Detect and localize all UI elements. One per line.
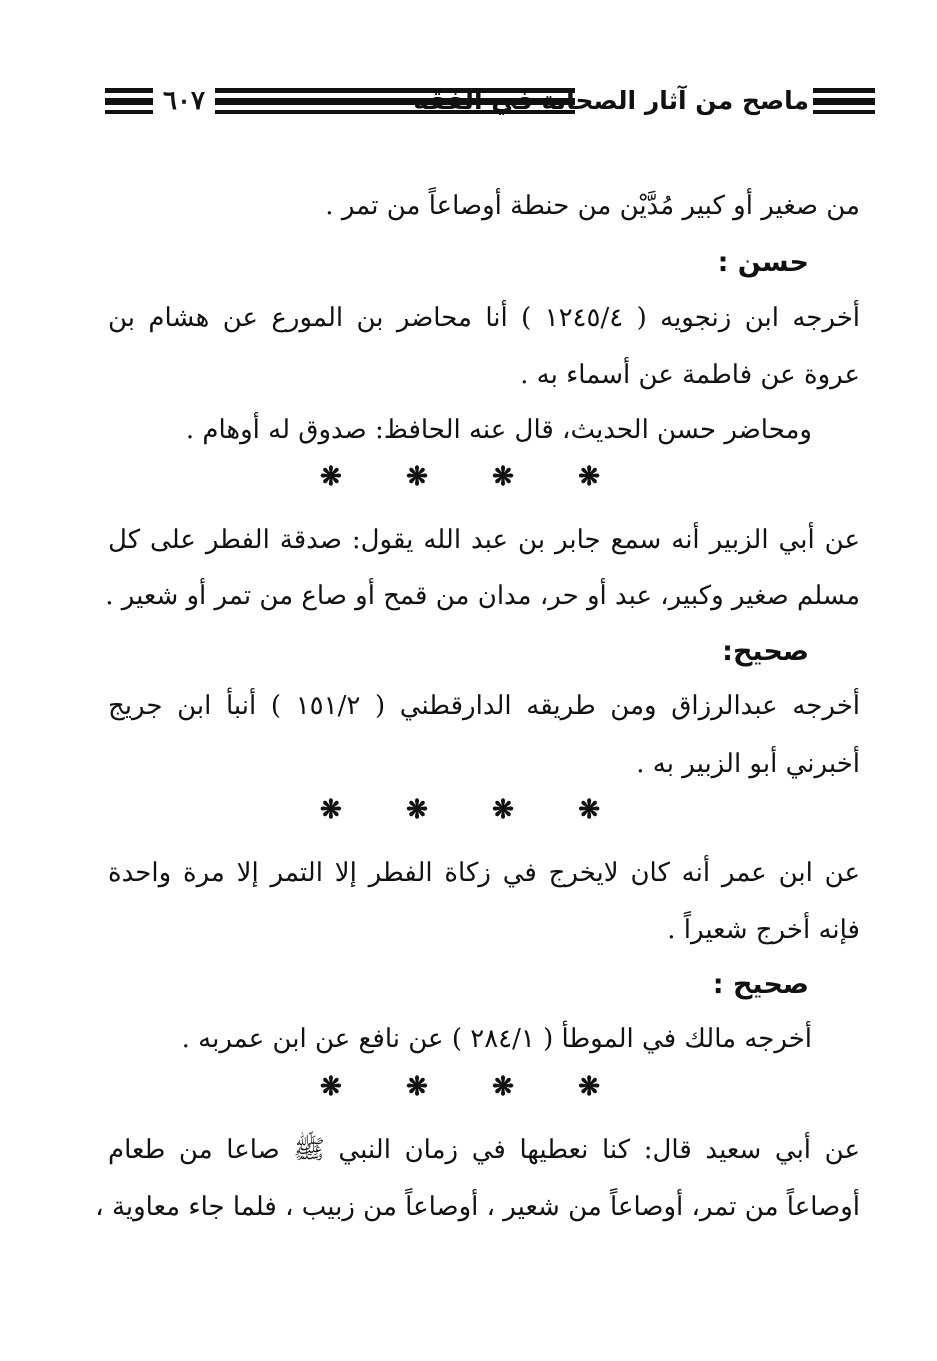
star-ornament-icon: ❋ — [320, 795, 342, 825]
text-line: عن أبي سعيد قال: كنا نعطيها في زمان النبي ﷺ صاعا من طعام — [108, 1135, 860, 1165]
star-ornament-icon: ❋ — [578, 795, 600, 825]
text-line: عروة عن فاطمة عن أسماء به . — [520, 360, 860, 390]
star-ornament-icon: ❋ — [406, 795, 428, 825]
text-line: أخبرني أبو الزبير به . — [636, 749, 860, 779]
star-ornament-icon: ❋ — [492, 795, 514, 825]
star-ornament-icon: ❋ — [406, 1072, 428, 1102]
header-rule-right — [813, 88, 875, 116]
text-line: أوصاعاً من تمر، أوصاعاً من شعير ، أوصاعاً من زبيب ، فلما جاء معاوية ، — [95, 1192, 860, 1222]
star-ornament-icon: ❋ — [492, 1072, 514, 1102]
text-line: عن ابن عمر أنه كان لايخرج في زكاة الفطر إلا التمر إلا مرة واحدة — [108, 858, 860, 888]
star-ornament-icon: ❋ — [406, 462, 428, 492]
text-line: أخرجه ابن زنجويه ( ١٢٤٥/٤ ) أنا محاضر بن المورع عن هشام بن — [108, 303, 860, 333]
grading-heading-hasan: حسن : — [717, 247, 809, 278]
text-line: مسلم صغير وكبير، عبد أو حر، مدان من قمح أو صاع من تمر أو شعير . — [105, 581, 860, 611]
star-ornament-icon: ❋ — [320, 1072, 342, 1102]
text-line: عن أبي الزبير أنه سمع جابر بن عبد الله يقول: صدقة الفطر على كل — [108, 525, 860, 555]
text-line: فإنه أخرج شعيراً . — [667, 915, 860, 945]
text-line: ومحاضر حسن الحديث، قال عنه الحافظ: صدوق له أوهام . — [185, 415, 812, 445]
text-line: من صغير أو كبير مُدَّيْن من حنطة أوصاعاً من تمر . — [325, 191, 860, 221]
section-separator — [320, 1072, 600, 1102]
grading-heading-sahih: صحيح: — [722, 636, 809, 667]
star-ornament-icon: ❋ — [578, 1072, 600, 1102]
section-separator — [320, 795, 600, 825]
star-ornament-icon: ❋ — [578, 462, 600, 492]
page-number: ٦٠٧ — [163, 86, 205, 116]
header-rule-left — [105, 88, 153, 116]
grading-heading-sahih: صحيح : — [712, 969, 809, 1000]
running-header — [105, 84, 875, 122]
star-ornament-icon: ❋ — [492, 462, 514, 492]
star-ornament-icon: ❋ — [320, 462, 342, 492]
running-title: ماصح من آثار الصحابة في الفقه — [413, 86, 809, 115]
section-separator — [320, 462, 600, 492]
text-line: أخرجه مالك في الموطأ ( ٢٨٤/١ ) عن نافع عن ابن عمربه . — [181, 1024, 812, 1054]
text-line: أخرجه عبدالرزاق ومن طريقه الدارقطني ( ١٥١/٢ ) أنبأ ابن جريج — [108, 691, 861, 721]
